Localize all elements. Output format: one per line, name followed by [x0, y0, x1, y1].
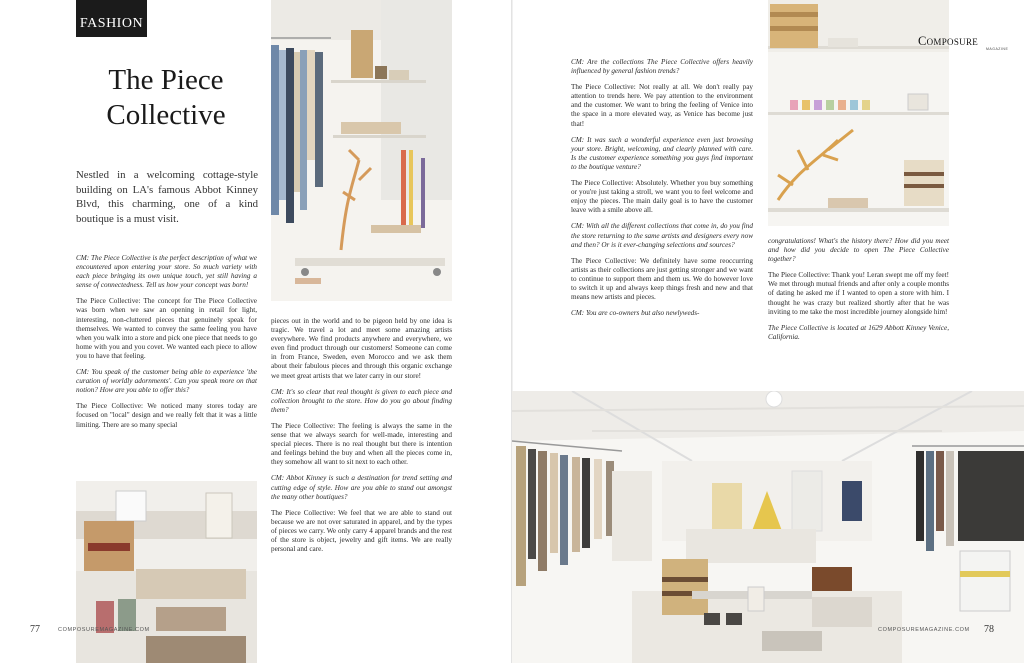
- interview-answer: The Piece Collective: Thank you! Leran swept me off my feet! We met through mutual friends and after only a couple months of dating he asked me if I wanted to open a store with him. I thought he was crazy but realized shortly after that he was inviting to me take the most incredible journey alongside him!: [768, 271, 949, 316]
- interview-question: CM: You speak of the customer being able to experience 'the curation of worldly adornments'. Can you speak more on that notion? How are you able to offer this?: [76, 368, 257, 395]
- interview-answer: The Piece Collective: Not really at all. We don't really pay attention to trends here. We pay attention to the environment and the customer. We want to bring the feeling of Venice into the space in a more elevated way, as Venice has become just that!: [571, 83, 753, 128]
- title-line-1: The Piece: [108, 64, 224, 96]
- magazine-logo-sub: MAGAZINE: [986, 47, 1009, 51]
- interview-question: CM: You are co-owners but also newlyweds-: [571, 309, 700, 318]
- page-number-left: 77: [30, 624, 40, 635]
- text-column-4: [768, 237, 949, 349]
- interview-answer: The Piece Collective: We noticed many stores today are focused on "local" design and we really felt that it was a little limiting. There are so many special: [76, 402, 257, 429]
- interview-answer: The Piece Collective: The concept for The Piece Collective was born when we saw an opening in retail for light, interesting, non-cluttered pieces that genuinely speak for themselves. We wanted to convey the same feeling you have when you walk into a store and pick one piece that needs to go home with you and you covet. We wanted each piece to allow you to have that feeling.: [76, 297, 257, 360]
- text-column-2: [271, 317, 452, 561]
- photo-store-interior: [512, 391, 1024, 663]
- photo-display-table: [76, 481, 257, 663]
- interview-question: CM: It was such a wonderful experience even just browsing your store. Bright, welcoming, and clearly planned with care. Is the customer experience something you guys find important to the boutique venture?: [571, 135, 753, 171]
- text-column-3: [571, 58, 753, 325]
- interview-answer: The Piece Collective: We definitely have some reoccurring artists as their collections are just getting stronger and we want to continue to support them and them us. We do however love to switch it up and always keep things fresh and new and that means new artists and pieces.: [571, 256, 753, 302]
- photo-clothing-rack: [271, 0, 452, 301]
- interview-question: CM: The Piece Collective is the perfect description of what we encountered upon entering your store. So much variety with each piece bringing its own unique touch, yet still having a sense of connectedness. Tell us how your concept was born!: [76, 254, 257, 290]
- text-column-1: [76, 254, 257, 437]
- interview-question: The Piece Collective is located at 1629 Abbott Kinney Venice, California.: [768, 323, 949, 341]
- interview-question: CM: Are the collections The Piece Collective offers heavily influenced by general fashion trends?: [571, 58, 753, 76]
- interview-question: congratulations! What's the history there? How did you meet and how did you decide to open The Piece Collective together?: [768, 237, 949, 264]
- article-lede: Nestled in a welcoming cottage-style building on LA's famous Abbot Kinney Blvd, this charming, one of a kind boutique is a must visit.: [76, 169, 258, 225]
- interview-answer: The Piece Collective: The feeling is always the same in the sense that we always search for well-made, interesting and special pieces. There is no real thought but there is intention and feelings behind the buy and when all the pieces come in, they somehow all want to sit next to each other.: [271, 421, 452, 467]
- interview-question: CM: With all the different collections that come in, do you find the store returning to the same artists and designers every now and then? Or is it ever-changing selections and sources?: [571, 222, 753, 249]
- website-footer-right: COMPOSUREMAGAZINE.COM: [878, 627, 970, 633]
- interview-answer: The Piece Collective: Absolutely. Whether you buy something or you're just taking a stroll, we want you to feel welcome and enjoy the pieces. The main daily goal is to have the customer leave with a smile above all.: [571, 179, 753, 215]
- page-number-right: 78: [984, 624, 994, 635]
- interview-question: CM: Abbot Kinney is such a destination for trend setting and cutting edge of style. How are you able to stand out amongst the many other boutiques?: [271, 474, 452, 501]
- interview-question: CM: It's so clear that real thought is given to each piece and collection brought to the store. How do you go about finding them?: [271, 387, 452, 414]
- interview-answer: The Piece Collective: We feel that we are able to stand out because we are not over saturated in apparel, and by the types of pieces we carry. We only carry 4 apparel brands and the rest of the store is object, jewelry and gift items. We are really personal and care.: [271, 508, 452, 554]
- website-footer-left: COMPOSUREMAGAZINE.COM: [58, 627, 150, 633]
- section-tag: [76, 0, 147, 37]
- interview-answer: pieces out in the world and to be pigeon held by one idea is tragic. We travel a lot and meet some amazing artists everywhere. We find products anywhere and everywhere, we even find product through our customers! Someone can come in from France, Sweden, even Morocco and we ask them about their fabulous pieces and through this organic exchange we meet great artists that we later carry in our store!: [271, 317, 452, 380]
- magazine-logo: Composure: [918, 34, 979, 48]
- title-line-2: Collective: [106, 99, 226, 131]
- article-title: [76, 63, 256, 133]
- section-label: FASHION: [79, 16, 144, 31]
